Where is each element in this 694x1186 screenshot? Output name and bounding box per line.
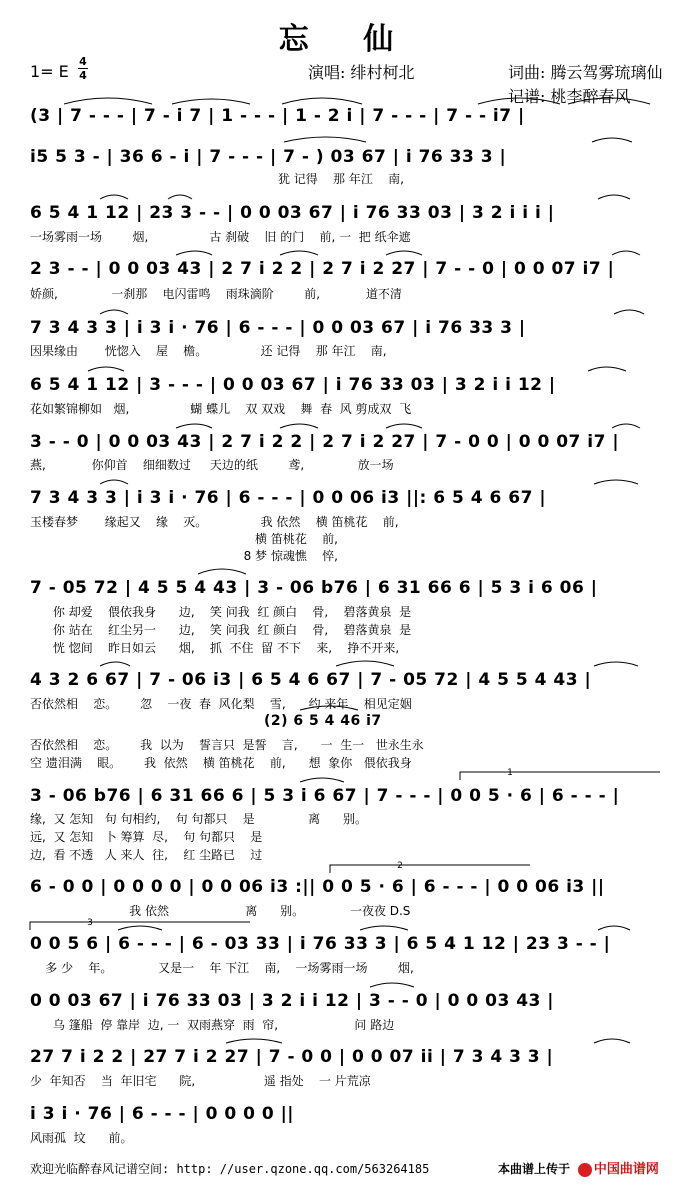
- slur-arc: [598, 195, 630, 199]
- transcriber-credit: 记谱: 桃李醉春风: [508, 87, 631, 106]
- lyric-line: 犹 记得 那 年江 南,: [30, 172, 404, 186]
- notation-line: 7 3 4 3 3 | i 3 i · 76 | 6 - - - | 0 0 03 67 | i 76 33 3 |: [30, 318, 526, 338]
- notation-line: 4 3 2 6 67 | 7 - 06 i3 | 6 5 4 6 67 | 7 - 05 72 | 4 5 5 4 43 |: [30, 670, 592, 690]
- slur-arc: [594, 480, 638, 484]
- lyric-line: 风雨孤 坟 前。: [30, 1131, 133, 1145]
- slur-arc: [386, 424, 422, 428]
- slur-arc: [226, 1039, 282, 1043]
- notation-line: 3 - 06 b76 | 6 31 66 6 | 5 3 i 6 67 | 7 - - - | 0 0 5 · 6 | 6 - - - |: [30, 786, 620, 806]
- notation-line: 27 7 i 2 2 | 27 7 i 2 27 | 7 - 0 0 | 0 0 07 ii | 7 3 4 3 3 |: [30, 1047, 554, 1067]
- notation-line: 6 5 4 1 12 | 23 3 - - | 0 0 03 67 | i 76 33 03 | 3 2 i i i |: [30, 203, 555, 223]
- lyric-line: 否依然相 恋。 忽 一夜 春 风化梨 雪, 约 来年 相见定姻: [30, 697, 412, 711]
- slur-arc: [386, 251, 422, 255]
- slur-arc: [594, 1039, 630, 1043]
- ending-bracket-1: [460, 772, 660, 780]
- lyric-line: 我 依然 离 别。 一夜夜 D.S: [30, 904, 411, 918]
- lyric-line: 缘, 又 怎知 句 句相约, 句 句都只 是 离 别。: [30, 812, 367, 826]
- composer-credit: 词曲: 腾云驾雾琉璃仙: [508, 63, 663, 82]
- slur-arc: [198, 569, 246, 574]
- alternate-notation: (2) 6 5 4 46 i7: [264, 713, 382, 729]
- notation-line: 0 0 5 6 | 6 - - - | 6 - 03 33 | i 76 33 3 | 6 5 4 1 12 | 23 3 - - |: [30, 934, 611, 954]
- slur-arc: [588, 367, 626, 371]
- lyric-line: 恍 惚间 昨日如云 烟, 抓 不住 留 不下 来, 挣不开来,: [30, 641, 400, 655]
- notation-line: 2 3 - - | 0 0 03 43 | 2 7 i 2 2 | 2 7 i 2 27 | 7 - - 0 | 0 0 07 i7 |: [30, 259, 615, 279]
- meter-numerator: 4: [79, 55, 87, 68]
- notation-line: 7 3 4 3 3 | i 3 i · 76 | 6 - - - | 0 0 06 i3 ||: 6 5 4 6 67 |: [30, 488, 547, 508]
- footer-visit-text: 欢迎光临醉春风记谱空间: http: //user.qzone.qq.com/563264185: [30, 1162, 430, 1176]
- singer-credit: 演唱: 绯村柯北: [308, 63, 415, 82]
- slur-arc: [100, 310, 128, 314]
- upload-label: 本曲谱上传于: [498, 1162, 571, 1176]
- lyric-line: 你 却爱 偎依我身 边, 笑 问我 红 颜白 骨, 碧落黄泉 是: [30, 605, 412, 619]
- slur-arc: [336, 661, 394, 666]
- lyric-line: 远, 又 怎知 卜 筹算 尽, 句 句都只 是: [30, 830, 263, 844]
- lyric-line: 边, 看 不透 人 来人 往, 红 尘路已 过: [30, 848, 263, 862]
- notation-line: 3 - - 0 | 0 0 03 43 | 2 7 i 2 2 | 2 7 i 2 27 | 7 - 0 0 | 0 0 07 i7 |: [30, 432, 620, 452]
- ending-bracket-2: [330, 865, 530, 873]
- lyric-line: 多 少 年。 又是一 年 下江 南, 一场雾雨一场 烟,: [30, 961, 414, 975]
- slur-arc: [284, 137, 366, 142]
- ending-number: 2: [397, 861, 403, 871]
- slur-arc: [168, 195, 192, 199]
- lyric-line: 因果缘由 恍惚入 屋 檐。 还 记得 那 年江 南,: [30, 344, 387, 358]
- slur-arc: [568, 98, 650, 104]
- song-title: 忘 仙: [278, 22, 416, 57]
- lyric-line: 8 梦 惊魂憔 悴,: [30, 549, 338, 563]
- meter-denominator: 4: [79, 69, 87, 82]
- slur-arc: [100, 195, 128, 199]
- site-name: 中国曲谱网: [593, 1162, 659, 1177]
- notation-line: i5 5 3 - | 36 6 - i | 7 - - - | 7 - ) 03 67 | i 76 33 3 |: [30, 147, 507, 167]
- slur-arc: [64, 98, 152, 104]
- slur-arc: [176, 251, 212, 255]
- slur-arc: [100, 480, 128, 484]
- slur-arc: [478, 98, 560, 104]
- lyric-line: 燕, 你仰首 细细数过 天边的纸 鸢, 放一场: [30, 458, 394, 472]
- slur-arc: [300, 706, 358, 710]
- site-logo-icon: [578, 1163, 592, 1177]
- lyric-line: 一场雾雨一场 烟, 古 刹破 旧 的门 前, 一 把 纸伞遮: [30, 230, 411, 244]
- slur-arc: [370, 983, 414, 987]
- slur-arc: [300, 778, 344, 782]
- slur-arc: [282, 98, 362, 104]
- notation-line: 0 0 03 67 | i 76 33 03 | 3 2 i i 12 | 3 - - 0 | 0 0 03 43 |: [30, 991, 554, 1011]
- slur-arc: [612, 424, 640, 428]
- slur-arc: [118, 926, 162, 930]
- slur-arc: [360, 926, 408, 930]
- slur-arc: [280, 424, 318, 428]
- lyric-line: 空 遗泪满 眼。 我 依然 横 笛桃花 前, 想 象你 偎依我身: [30, 756, 412, 770]
- lyric-line: 否依然相 恋。 我 以为 誓言只 是誓 言, 一 生一 世永生永: [30, 738, 424, 752]
- notation-line: 6 5 4 1 12 | 3 - - - | 0 0 03 67 | i 76 33 03 | 3 2 i i 12 |: [30, 375, 556, 395]
- ending-number: 1: [507, 768, 513, 778]
- ending-number: 3: [87, 918, 93, 928]
- notation-line: (3 | 7 - - - | 7 - i 7 | 1 - - - | 1 - 2 i | 7 - - - | 7 - - i7 |: [30, 106, 525, 126]
- notation-line: i 3 i · 76 | 6 - - - | 0 0 0 0 ||: [30, 1104, 295, 1124]
- notation-line: 6 - 0 0 | 0 0 0 0 | 0 0 06 i3 :|| 0 0 5 · 6 | 6 - - - | 0 0 06 i3 ||: [30, 877, 605, 897]
- slur-arc: [598, 926, 630, 930]
- lyric-line: 横 笛桃花 前,: [30, 532, 338, 546]
- slur-arc: [614, 310, 644, 314]
- key-signature: 1= E: [30, 62, 69, 81]
- footer-upload: [498, 1158, 659, 1177]
- lyric-line: 你 站在 红尘另一 边, 笑 问我 红 颜白 骨, 碧落黄泉 是: [30, 623, 412, 637]
- lyric-line: 娇颜, 一刹那 电闪雷鸣 雨珠滴阶 前, 道不清: [30, 287, 402, 301]
- slur-arc: [176, 424, 212, 428]
- slur-arc: [592, 138, 632, 142]
- lyric-line: 花如繁锦柳如 烟, 蝴 蝶儿 双 双戏 舞 春 风 剪成双 飞: [30, 402, 412, 416]
- slur-arc: [88, 367, 124, 371]
- lyric-line: 玉楼春梦 缘起又 缘 灭。 我 依然 横 笛桃花 前,: [30, 515, 399, 529]
- notation-line: 7 - 05 72 | 4 5 5 4 43 | 3 - 06 b76 | 6 31 66 6 | 5 3 i 6 06 |: [30, 578, 598, 598]
- slur-arc: [594, 662, 638, 666]
- lyric-line: 乌 篷船 停 靠岸 边, 一 双雨燕穿 雨 帘, 问 路边: [30, 1018, 395, 1032]
- slur-arc: [100, 662, 130, 666]
- lyric-line: 少 年知否 当 年旧宅 院, 遥 指处 一 片荒凉: [30, 1074, 371, 1088]
- site-logo: [578, 1158, 659, 1177]
- slur-arc: [172, 99, 250, 104]
- slur-arc: [280, 251, 318, 255]
- slur-arc: [612, 251, 640, 255]
